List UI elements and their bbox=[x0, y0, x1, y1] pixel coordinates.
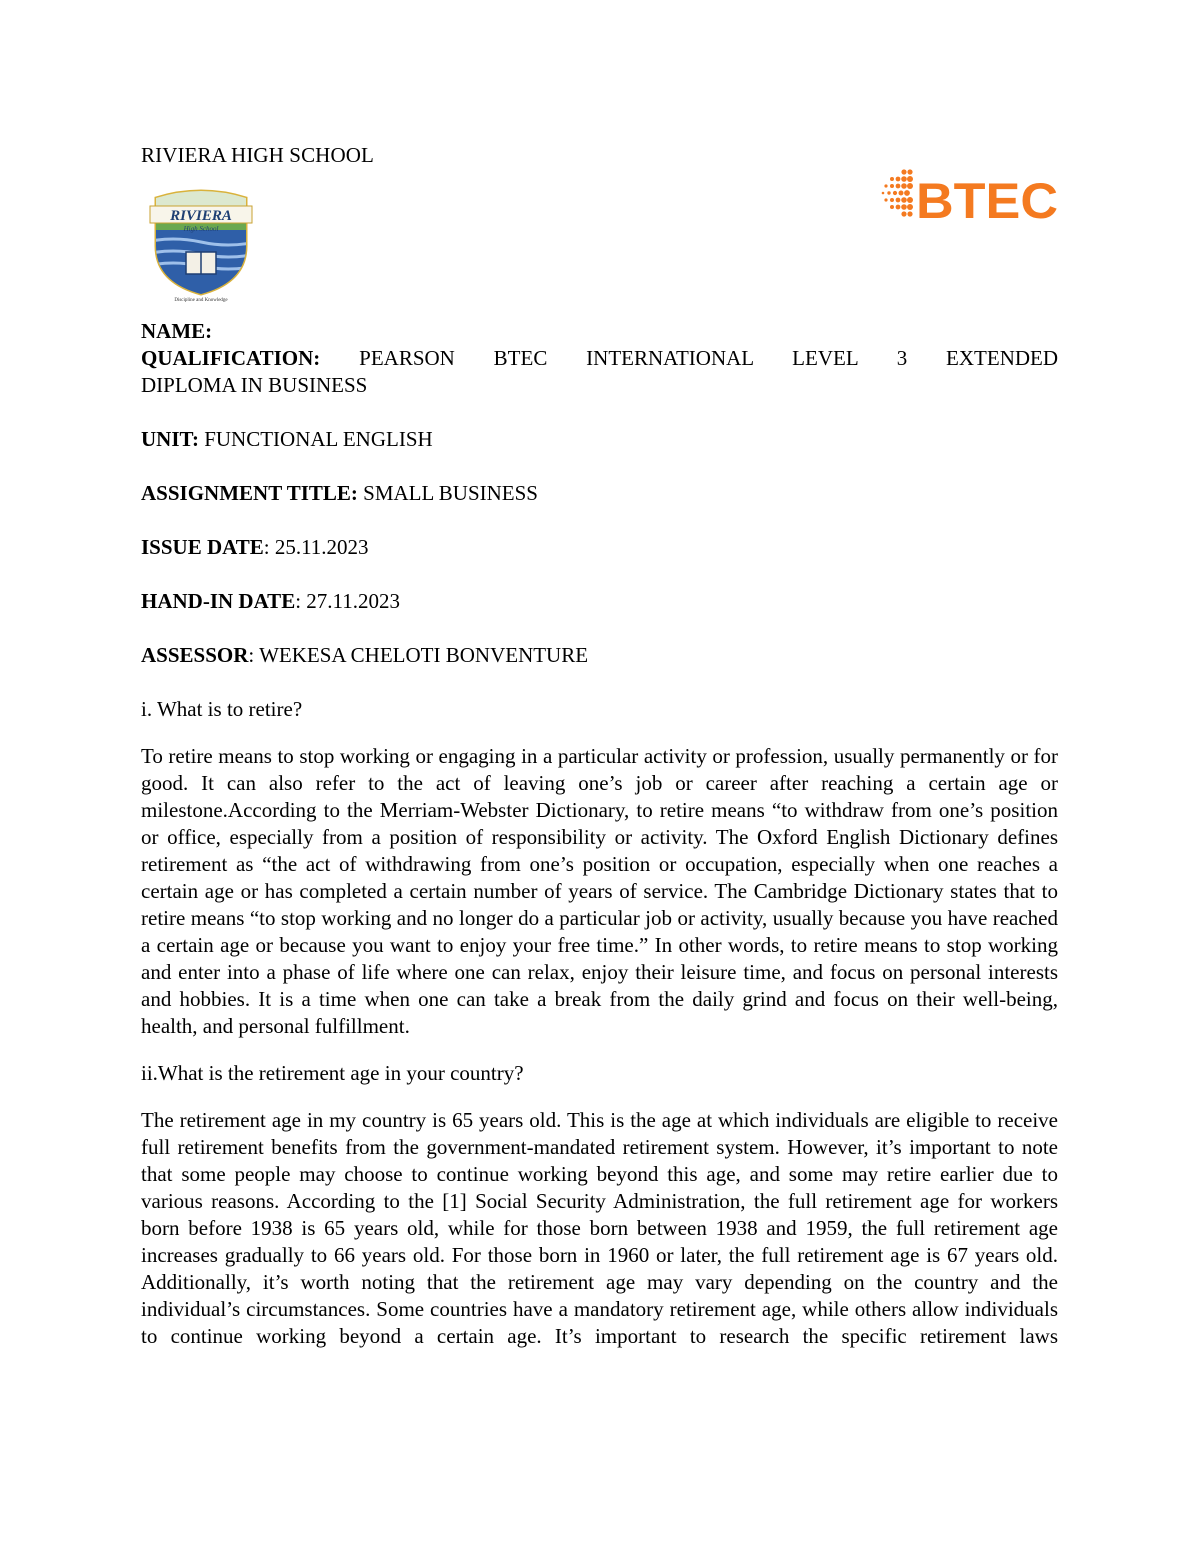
hand-in-date-value: : 27.11.2023 bbox=[295, 589, 401, 613]
question-2: ii.What is the retirement age in your country? bbox=[141, 1061, 524, 1085]
assessor-value: : WEKESA CHELOTI BONVENTURE bbox=[248, 643, 589, 667]
qualification-field bbox=[141, 345, 1058, 372]
name-field bbox=[141, 318, 1058, 345]
assignment-title-value: SMALL BUSINESS bbox=[363, 481, 538, 505]
qualification-value-line2: DIPLOMA IN BUSINESS bbox=[141, 373, 368, 397]
qualification-label: QUALIFICATION: bbox=[141, 346, 321, 370]
qualification-value-line1: PEARSON BTEC INTERNATIONAL LEVEL 3 EXTENDED bbox=[359, 346, 1059, 370]
assessor-field bbox=[141, 642, 1058, 669]
unit-label: UNIT: bbox=[141, 427, 199, 451]
svg-text:BTEC: BTEC bbox=[916, 173, 1058, 228]
qualification-field-line2 bbox=[141, 372, 1058, 399]
unit-value: FUNCTIONAL ENGLISH bbox=[204, 427, 433, 451]
issue-date-field bbox=[141, 534, 1058, 561]
assignment-title-field bbox=[141, 480, 1058, 507]
svg-text:RIVIERA: RIVIERA bbox=[170, 208, 232, 224]
name-label: NAME: bbox=[141, 319, 213, 343]
answer-2: The retirement age in my country is 65 years old. This is the age at which individuals are eligible to receive full retirement benefits from the government-mandated retirement system. However, it’s important to note that some people may choose to continue working beyond this age, and some may retire earlier due to various reasons. According to the [1] Social Security Administration, the full retirement age for workers born before 1938 is 65 years old, while for those born between 1938 and 1959, the full retirement age increases gradually to 66 years old. For those born in 1960 or later, the full retirement age is 67 years old. Additionally, it’s worth noting that the retirement age may vary depending on the country and the individual’s circumstances. Some countries have a mandatory retirement age, while others allow individuals to continue working beyond a certain age. It’s important to research the specific retirement laws bbox=[141, 1108, 1058, 1348]
school-name: RIVIERA HIGH SCHOOL bbox=[141, 143, 374, 167]
hand-in-date-label: HAND-IN DATE bbox=[141, 589, 296, 613]
unit-field bbox=[141, 426, 1058, 453]
riviera-crest-logo bbox=[146, 186, 256, 304]
hand-in-date-field bbox=[141, 588, 1058, 615]
svg-text:High School: High School bbox=[183, 225, 219, 233]
btec-logo bbox=[880, 166, 1060, 228]
question-1: i. What is to retire? bbox=[141, 697, 303, 721]
issue-date-label: ISSUE DATE bbox=[141, 535, 264, 559]
assessor-label: ASSESSOR bbox=[141, 643, 249, 667]
answer-1: To retire means to stop working or engaging in a particular activity or profession, usually permanently or for good. It can also refer to the act of leaving one’s job or career after reaching a certain age or milestone.According to the Merriam-Webster Dictionary, to retire means “to withdraw from one’s position or office, especially from a position of responsibility or activity. The Oxford English Dictionary defines retirement as “the act of withdrawing from one’s position or occupation, especially when one reaches a certain age or has completed a certain number of years of service. The Cambridge Dictionary states that to retire means “to stop working and no longer do a particular job or activity, usually because you have reached a certain age or because you want to enjoy your free time.” In other words, to retire means to stop working and enter into a phase of life where one can relax, enjoy their leisure time, and focus on personal interests and hobbies. It is a time when one can take a break from the daily grind and focus on their well-being, health, and personal fulfillment. bbox=[141, 744, 1058, 1038]
issue-date-value: : 25.11.2023 bbox=[263, 535, 369, 559]
assignment-title-label: ASSIGNMENT TITLE: bbox=[141, 481, 358, 505]
svg-text:Discipline and Knowledge: Discipline and Knowledge bbox=[174, 298, 228, 303]
document-body bbox=[141, 318, 1058, 1370]
